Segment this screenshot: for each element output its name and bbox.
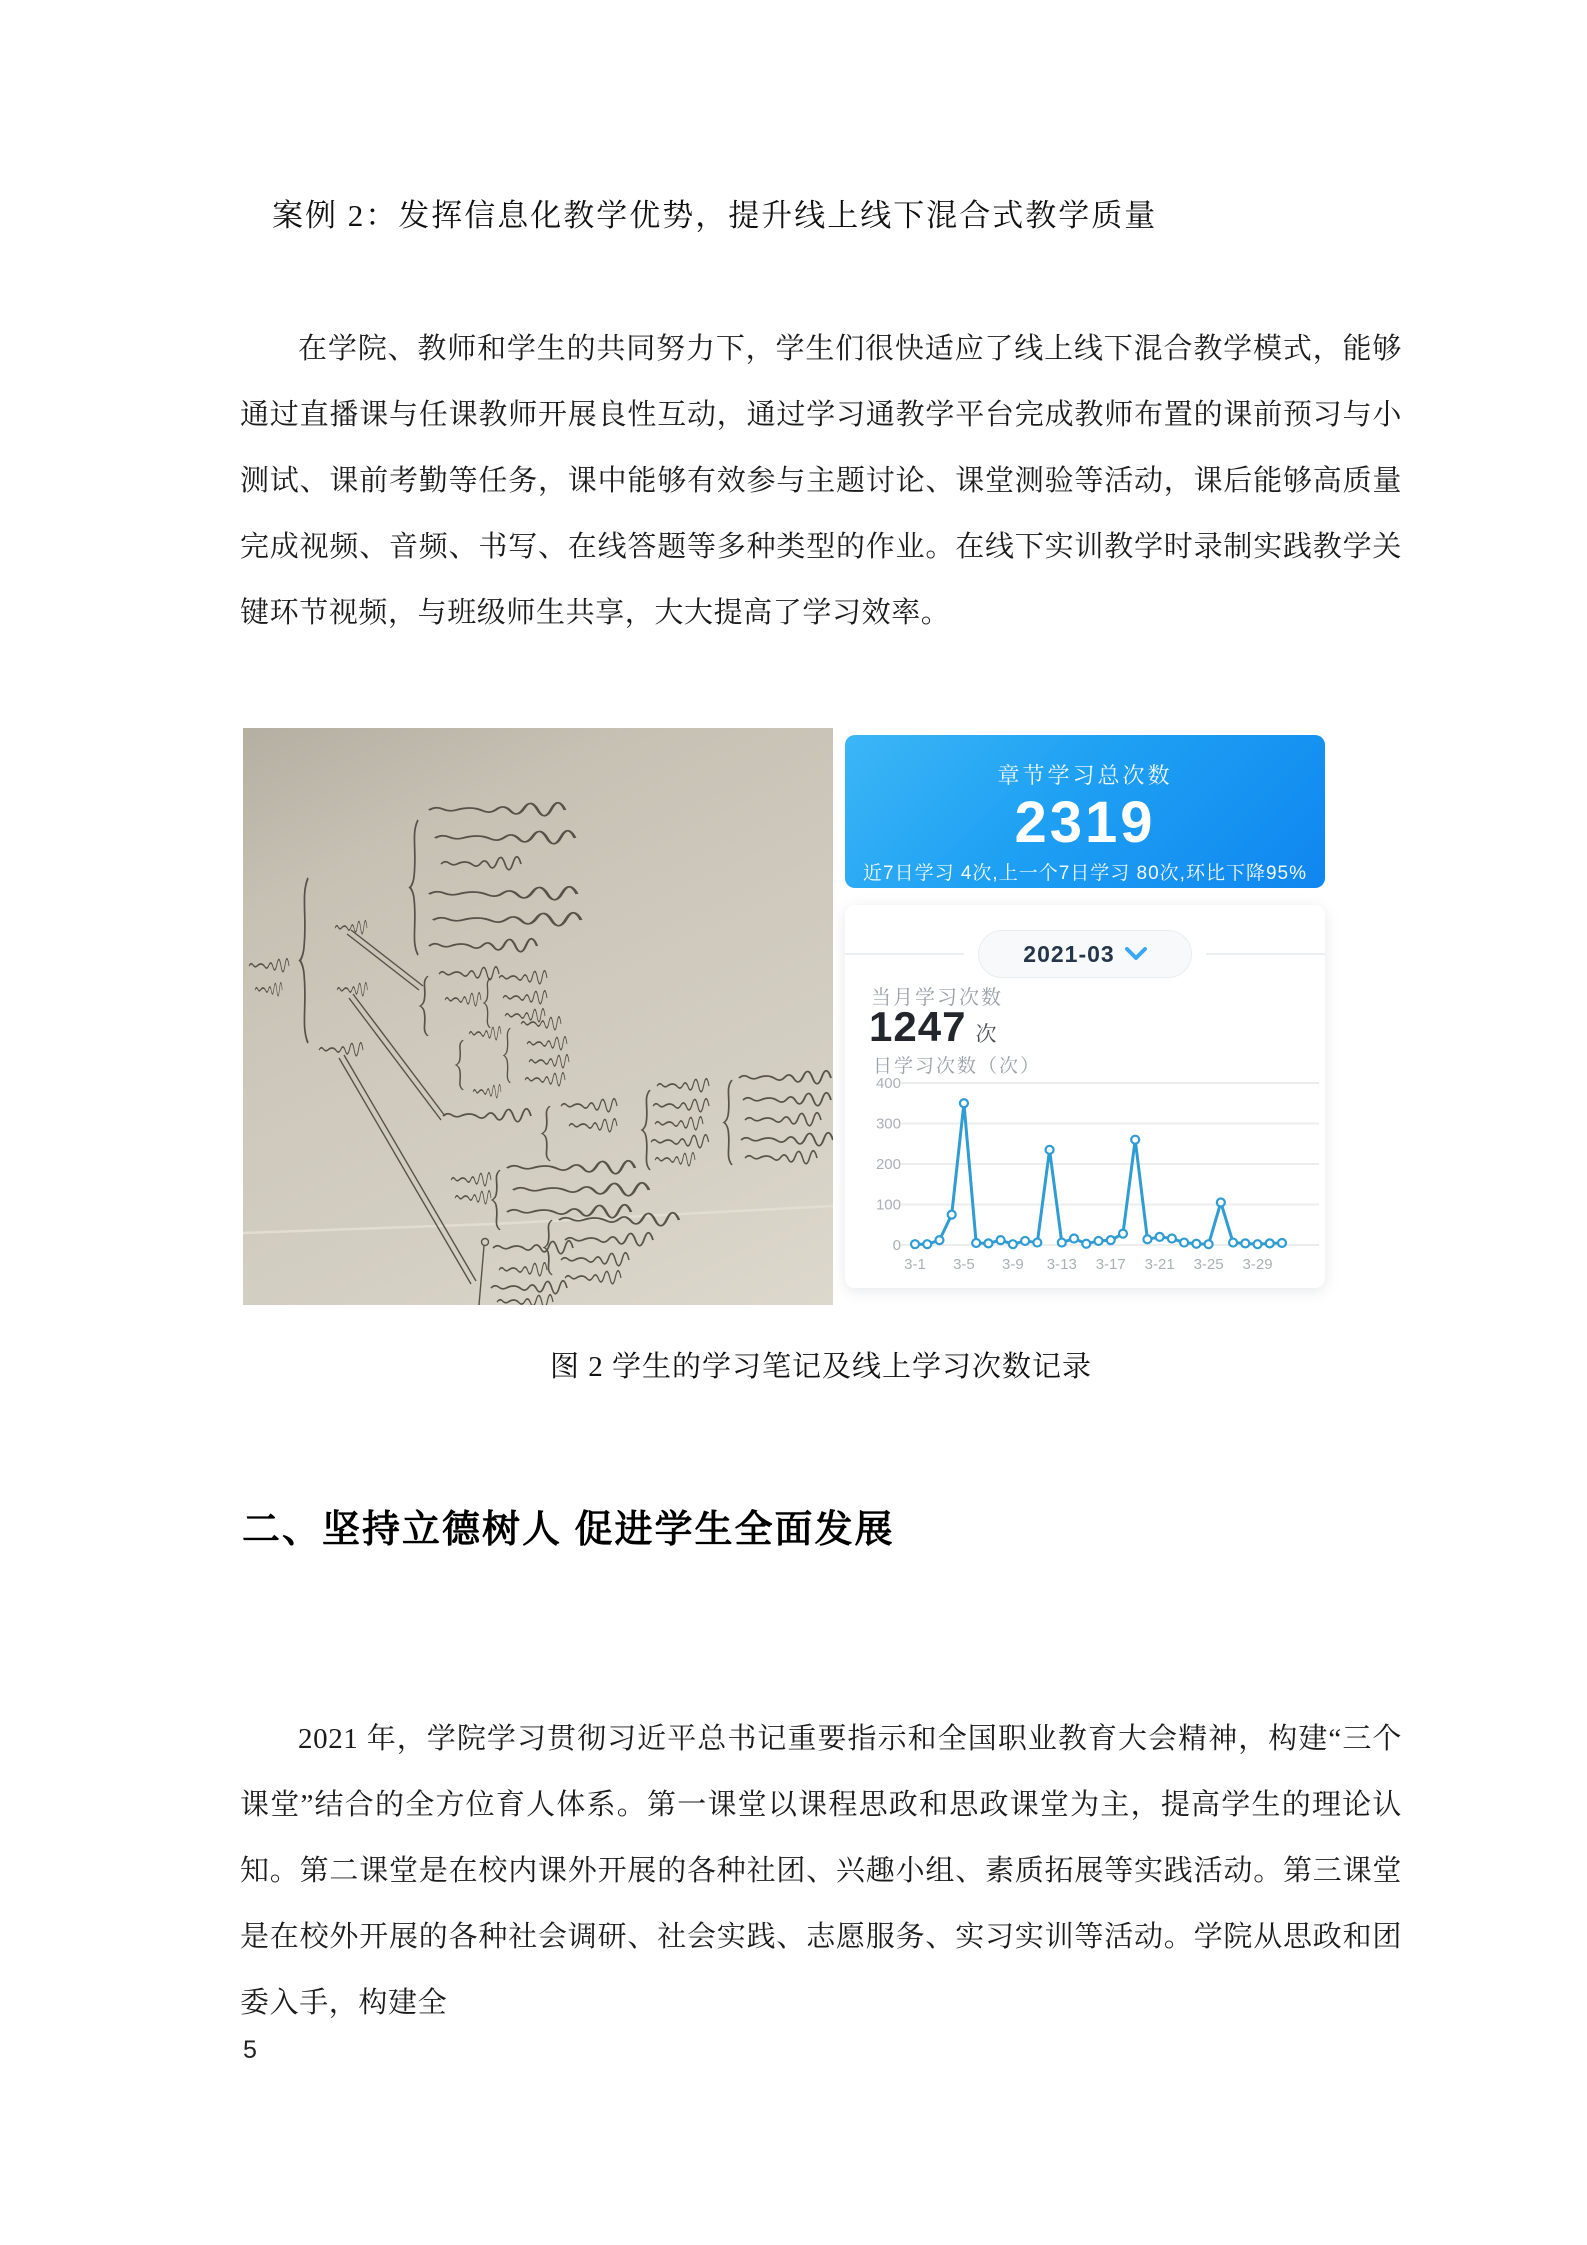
learning-app-screenshot (845, 728, 1325, 1310)
month-count (869, 1003, 996, 1051)
svg-text:3-13: 3-13 (1046, 1256, 1077, 1273)
svg-text:0: 0 (892, 1237, 901, 1254)
divider-line (1206, 953, 1325, 955)
case-title: 案例 2：发挥信息化教学优势，提升线上线下混合式教学质量 (272, 198, 1158, 233)
month-count-label: 当月学习次数 (871, 987, 1003, 1009)
daily-learning-chart (845, 1075, 1325, 1280)
svg-text:3-1: 3-1 (904, 1256, 926, 1273)
month-count-unit: 次 (975, 1023, 997, 1046)
handwriting-scribbles (243, 728, 833, 1305)
chevron-down-icon (1125, 947, 1147, 961)
divider-line (845, 953, 964, 955)
summary-card (845, 735, 1325, 888)
month-selector (978, 930, 1192, 978)
month-count-value: 1247 (869, 1003, 967, 1050)
svg-text:3-5: 3-5 (953, 1256, 975, 1273)
paragraph-1: 在学院、教师和学生的共同努力下，学生们很快适应了线上线下混合教学模式，能够通过直播课与任课教师开展良性互动，通过学习通教学平台完成教师布置的课前预习与小测试、课前考勤等任务，课中能够有效参与主题讨论、课堂测验等活动，课后能够高质量完成视频、音频、书写、在线答题等多种类型的作业。在线下实训教学时录制实践教学关键环节视频，与班级师生共享，大大提高了学习效率。 (240, 333, 1402, 629)
monthly-stats-card (845, 905, 1325, 1288)
svg-text:3-21: 3-21 (1144, 1256, 1175, 1273)
svg-text:100: 100 (875, 1196, 901, 1214)
total-study-count: 2319 (1014, 790, 1156, 855)
svg-text:300: 300 (875, 1115, 901, 1133)
svg-text:3-25: 3-25 (1193, 1256, 1224, 1273)
section-heading: 二、坚持立德树人 促进学生全面发展 (242, 1509, 895, 1551)
figure-caption: 图 2 学生的学习笔记及线上学习次数记录 (549, 1351, 1092, 1383)
month-selector-row (845, 931, 1325, 977)
paragraph-2: 2021 年，学院学习贯彻习近平总书记重要指示和全国职业教育大会精神，构建“三个课堂”结合的全方位育人体系。第一课堂以课程思政和思政课堂为主，提高学生的理论认知。第二课堂是在校内课外开展的各种社团、兴趣小组、素质拓展等实践活动。第三课堂是在校外开展的各种社会调研、社会实践、志愿服务、实习实训等活动。学院从思政和团委入手，构建全 (240, 1723, 1402, 2019)
svg-text:3-9: 3-9 (1002, 1256, 1024, 1273)
summary-card-title: 章节学习总次数 (997, 763, 1173, 788)
handwritten-notes-photo (243, 728, 833, 1305)
svg-text:400: 400 (875, 1075, 901, 1092)
page-number: 5 (243, 2036, 257, 2064)
month-selector-label: 2021-03 (1023, 940, 1115, 967)
summary-card-subtitle: 近7日学习 4次,上一个7日学习 80次,环比下降95% (863, 863, 1307, 884)
svg-text:200: 200 (875, 1156, 901, 1173)
svg-text:3-17: 3-17 (1095, 1256, 1126, 1273)
daily-chart-title: 日学习次数（次） (873, 1056, 1042, 1077)
svg-text:3-29: 3-29 (1242, 1256, 1273, 1273)
figure-image[interactable] (243, 728, 1325, 1310)
